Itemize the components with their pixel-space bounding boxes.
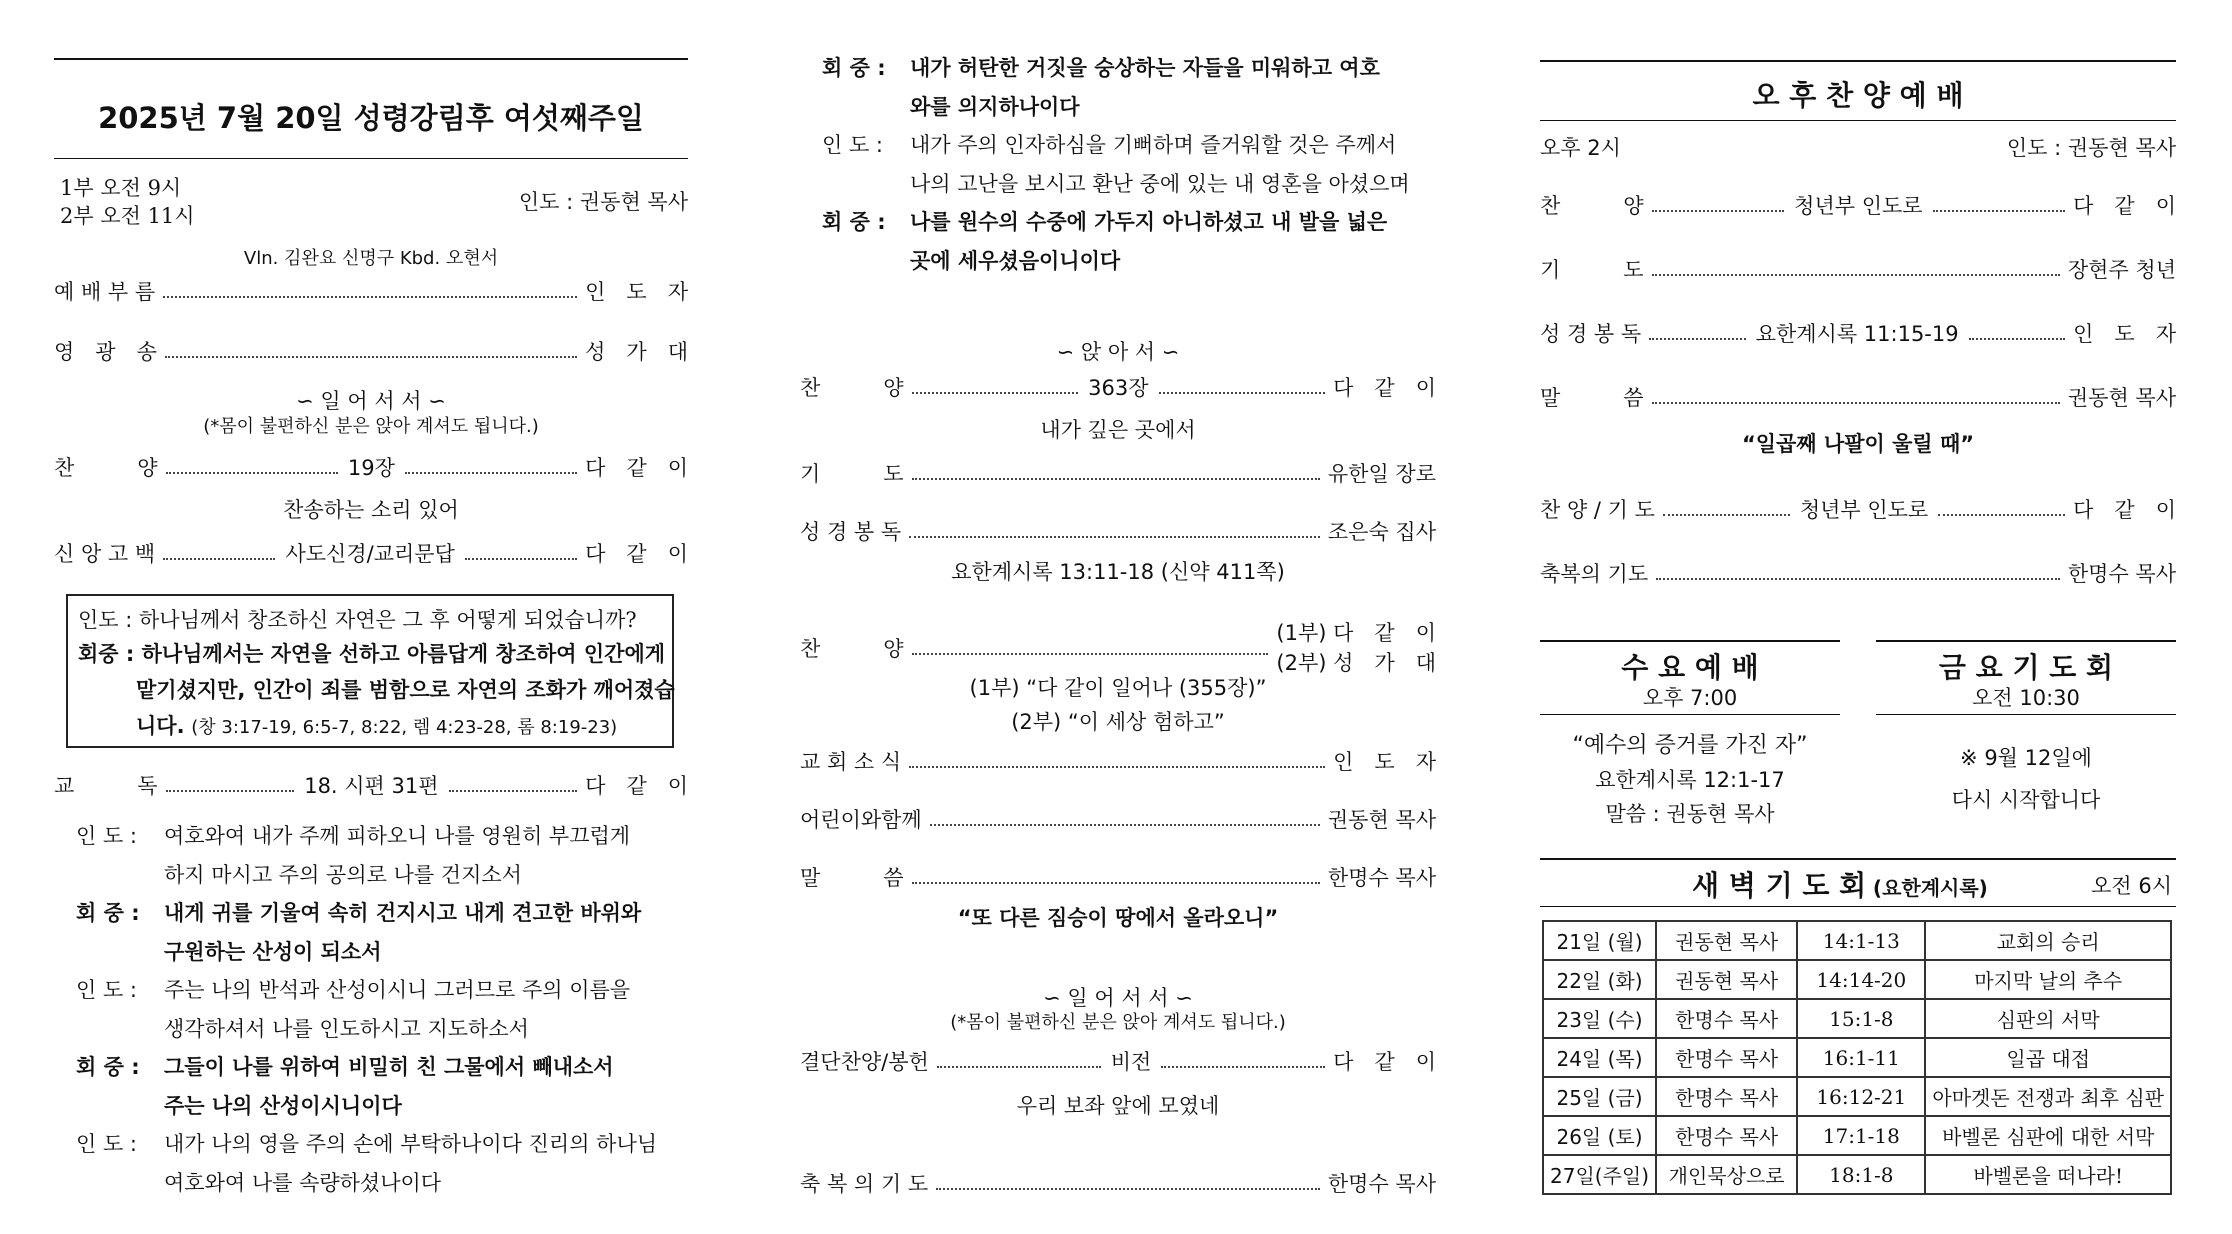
responsive-line [76, 1167, 441, 1197]
children-row: 어린이와함께 권동현 목사 [800, 808, 1436, 832]
verse-text: 주는 나의 산성이시니이다 [164, 1093, 402, 1118]
responsive-line [822, 91, 1080, 121]
responsive-line [76, 1090, 402, 1120]
dawn-topic: 일곱 대접 [1925, 1038, 2171, 1077]
verse-text: 내게 귀를 기울여 속히 건지시고 내게 견고한 바위와 [164, 901, 642, 925]
afternoon-leader: 인도 : 권동현 목사 [2006, 136, 2176, 160]
musicians: Vln. 김완요 신명구 Kbd. 오현서 [243, 248, 499, 269]
dawn-day: 21일 (월) [1543, 921, 1656, 960]
praise-row: 찬 양 청년부 인도로 다 같 이 [1540, 194, 2176, 218]
dawn-leader: 한명수 목사 [1656, 1116, 1797, 1155]
dawn-day: 25일 (금) [1543, 1077, 1656, 1116]
dawn-topic: 바벨론을 떠나라! [1925, 1155, 2171, 1194]
speaker-label: 인 도 : [76, 824, 137, 848]
sitting-marker: ∽ 앉 아 서 ∽ [1056, 340, 1180, 364]
dawn-topic: 마지막 날의 추수 [1925, 960, 2171, 999]
speaker-label: 회 중 : [76, 1055, 140, 1079]
service-time-1: 1부 오전 9시 [60, 176, 182, 200]
blessing-row: 축복의 기도 한명수 목사 [1540, 562, 2176, 586]
verse-text: 와를 의지하나이다 [910, 94, 1080, 119]
leader: 인도 : 권동현 목사 [518, 190, 688, 214]
call-to-worship-row: 예 배 부 름 인 도 자 [54, 280, 688, 304]
dawn-passage: 17:1-18 [1797, 1116, 1925, 1155]
dawn-subtitle: (요한계시록) [1872, 876, 1988, 900]
gloria-row: 영 광 송 성 가 대 [54, 340, 688, 364]
dawn-passage: 15:1-8 [1797, 999, 1925, 1038]
dawn-schedule [1542, 920, 2172, 1195]
prayer-row: 기 도 장현주 청년 [1540, 258, 2176, 282]
dawn-topic: 바벨론 심판에 대한 서막 [1925, 1116, 2171, 1155]
table-row [1543, 1155, 2171, 1194]
verse-text: 생각하셔서 나를 인도하시고 지도하소서 [164, 1016, 529, 1041]
responsive-line [822, 168, 1410, 198]
verse-text: 구원하는 산성이 되소서 [164, 939, 382, 964]
dawn-leader: 권동현 목사 [1656, 921, 1797, 960]
responsive-line [76, 859, 522, 889]
benediction-row: 축 복 의 기 도 한명수 목사 [800, 1172, 1436, 1196]
verse-text: 곳에 세우셨음이니이다 [910, 248, 1121, 273]
dawn-passage: 16:12-21 [1797, 1077, 1925, 1116]
anthem-part-2: (2부) 성 가 대 [1276, 651, 1436, 675]
catechism-answer-1: 하나님께서는 자연을 선하고 아름답게 창조하여 인간에게 [141, 642, 666, 666]
responsive-line [76, 1013, 529, 1043]
dawn-passage: 16:1-11 [1797, 1038, 1925, 1077]
scripture-reference: 요한계시록 13:11-18 (신약 411쪽) [951, 560, 1285, 584]
table-row [1543, 1038, 2171, 1077]
verse-text: 주는 나의 반석과 산성이시니 그러므로 주의 이름을 [164, 978, 631, 1002]
verse-text: 내가 주의 인자하심을 기뻐하며 즐거워할 것은 주께서 [910, 133, 1397, 157]
creed-row: 신 앙 고 백 사도신경/교리문답 다 같 이 [54, 542, 688, 566]
anthem-row: 찬 양 (1부) 다 같 이 (2부) 성 가 대 [800, 618, 1436, 678]
hymn-title: 찬송하는 소리 있어 [283, 498, 459, 522]
speaker-label: 회 중 : [822, 210, 886, 234]
table-row [1543, 999, 2171, 1038]
catechism-answer-2: 맡기셨지만, 인간이 죄를 범함으로 자연의 조화가 깨어졌습 [136, 678, 675, 702]
dawn-day: 26일 (토) [1543, 1116, 1656, 1155]
afternoon-time: 오후 2시 [1540, 136, 1621, 160]
dawn-day: 24일 (목) [1543, 1038, 1656, 1077]
dawn-leader: 한명수 목사 [1656, 1038, 1797, 1077]
afternoon-service-title: 오 후 찬 양 예 배 [1752, 79, 1964, 112]
dawn-passage: 18:1-8 [1797, 1155, 1925, 1194]
table-row [1543, 960, 2171, 999]
speaker-label: 회 중 : [76, 901, 140, 925]
verse-text: 그들이 나를 위하여 비밀히 친 그물에서 빼내소서 [164, 1055, 614, 1079]
dawn-passage: 14:14-20 [1797, 960, 1925, 999]
anthem-title-2: (2부) “이 세상 험하고” [1011, 710, 1225, 734]
anthem-part-1: (1부) 다 같 이 [1276, 621, 1436, 645]
friday-title: 금 요 기 도 회 [1938, 651, 2114, 684]
dawn-day: 22일 (화) [1543, 960, 1656, 999]
table-row [1543, 1116, 2171, 1155]
dawn-leader: 개인묵상으로 [1656, 1155, 1797, 1194]
friday-prayer [1876, 640, 2176, 830]
responsive-line [76, 974, 630, 1004]
standing-note: (*몸이 불편하신 분은 앉아 계셔도 됩니다.) [950, 1012, 1286, 1033]
scripture-row: 성 경 봉 독 조은숙 집사 [800, 520, 1436, 544]
responsive-line [822, 52, 1380, 82]
middle-column [800, 0, 1436, 1234]
wednesday-time: 오후 7:00 [1642, 686, 1738, 710]
dawn-day: 23일 (수) [1543, 999, 1656, 1038]
anthem-title-1: (1부) “다 같이 일어나 (355장)” [969, 676, 1267, 700]
catechism-box [66, 594, 674, 748]
responsive-line [76, 1128, 657, 1158]
verse-text: 나를 원수의 수중에 가두지 아니하셨고 내 발을 넓은 [910, 210, 1388, 234]
dawn-topic: 심판의 서막 [1925, 999, 2171, 1038]
sermon-title: “일곱째 나팔이 울릴 때” [1741, 432, 1975, 456]
dawn-leader: 권동현 목사 [1656, 960, 1797, 999]
page-title: 2025년 7월 20일 성령강림후 여섯째주일 [98, 101, 644, 135]
wednesday-sermon-title: “예수의 증거를 가진 자” [1572, 733, 1808, 758]
verse-text: 하지 마시고 주의 공의로 나를 건지소서 [164, 862, 522, 887]
dawn-leader: 한명수 목사 [1656, 1077, 1797, 1116]
dawn-leader: 한명수 목사 [1656, 999, 1797, 1038]
dawn-topic: 아마겟돈 전쟁과 최후 심판 [1925, 1077, 2171, 1116]
verse-text: 나의 고난을 보시고 환난 중에 있는 내 영혼을 아셨으며 [910, 171, 1410, 196]
sermon-title: “또 다른 짐승이 땅에서 올라오니” [957, 906, 1279, 930]
table-row [1543, 921, 2171, 960]
offering-row: 결단찬양/봉헌 비전 다 같 이 [800, 1050, 1437, 1074]
friday-note-1: ※ 9월 12일에 [1960, 746, 2092, 770]
speaker-label: 인 도 : [822, 133, 883, 157]
dawn-topic: 교회의 승리 [1925, 921, 2171, 960]
catechism-answer-3: 니다. [136, 714, 185, 738]
prayer-row: 기 도 유한일 장로 [800, 462, 1436, 486]
friday-note-2: 다시 시작합니다 [1951, 788, 2101, 812]
wednesday-preacher: 말씀 : 권동현 목사 [1605, 802, 1775, 826]
dawn-time: 오전 6시 [2091, 874, 2172, 898]
hymn-row: 찬 양 19장 다 같 이 [54, 456, 689, 480]
responsive-line [76, 936, 381, 966]
speaker-label: 인 도 : [76, 1132, 137, 1156]
responsive-line [822, 245, 1120, 275]
right-column [1540, 0, 2176, 1234]
service-time-2: 2부 오전 11시 [60, 204, 195, 228]
standing-marker: ∽ 일 어 서 서 ∽ [296, 389, 446, 413]
scripture-row: 성 경 봉 독 요한계시록 11:15-19 인 도 자 [1540, 322, 2176, 346]
responsive-line [822, 129, 1396, 159]
verse-text: 내가 허탄한 거짓을 숭상하는 자들을 미워하고 여호 [910, 56, 1380, 80]
table-row [1543, 1077, 2171, 1116]
speaker-label: 회 중 : [822, 56, 886, 80]
sermon-row: 말 씀 권동현 목사 [1540, 386, 2176, 410]
church-news-row: 교 회 소 식 인 도 자 [800, 750, 1436, 774]
praise-prayer-row: 찬 양 / 기 도 청년부 인도로 다 같 이 [1540, 498, 2176, 522]
standing-marker: ∽ 일 어 서 서 ∽ [1043, 986, 1193, 1010]
responsive-line [76, 897, 641, 927]
catechism-question: 하나님께서 창조하신 자연은 그 후 어떻게 되었습니까? [139, 608, 637, 632]
catechism-ref: (창 3:17-19, 6:5-7, 8:22, 렘 4:23-28, 롬 8:19-23) [191, 717, 618, 738]
wednesday-title: 수 요 예 배 [1621, 651, 1759, 684]
dawn-passage: 14:1-13 [1797, 921, 1925, 960]
wednesday-scripture: 요한계시록 12:1-17 [1595, 768, 1785, 792]
friday-time: 오전 10:30 [1972, 686, 2080, 710]
left-column [54, 0, 688, 1234]
verse-text: 내가 나의 영을 주의 손에 부탁하나이다 진리의 하나님 [164, 1132, 658, 1156]
dawn-day: 27일(주일) [1543, 1155, 1656, 1194]
catechism-a-who: 회중 : [78, 642, 135, 666]
verse-text: 여호와여 내가 주께 피하오니 나를 영원히 부끄럽게 [164, 824, 631, 848]
speaker-label: 인 도 : [76, 978, 137, 1002]
responsive-line [822, 206, 1387, 236]
hymn-title: 내가 깊은 곳에서 [1040, 418, 1196, 442]
dawn-title: 새 벽 기 도 회 [1692, 869, 1867, 902]
sermon-row: 말 씀 한명수 목사 [800, 866, 1436, 890]
responsive-reading-row: 교 독 18. 시편 31편 다 같 이 [54, 774, 689, 798]
hymn-row: 찬 양 363장 다 같 이 [800, 376, 1436, 400]
responsive-line [76, 1051, 614, 1081]
catechism-q-who: 인도 : [78, 608, 133, 632]
dawn-table [1542, 920, 2172, 1195]
responsive-line [76, 820, 630, 850]
wednesday-service [1540, 640, 1840, 830]
standing-note: (*몸이 불편하신 분은 앉아 계셔도 됩니다.) [203, 416, 539, 437]
verse-text: 여호와여 나를 속량하셨나이다 [164, 1170, 442, 1195]
offering-song-title: 우리 보좌 앞에 모였네 [1016, 1094, 1220, 1118]
